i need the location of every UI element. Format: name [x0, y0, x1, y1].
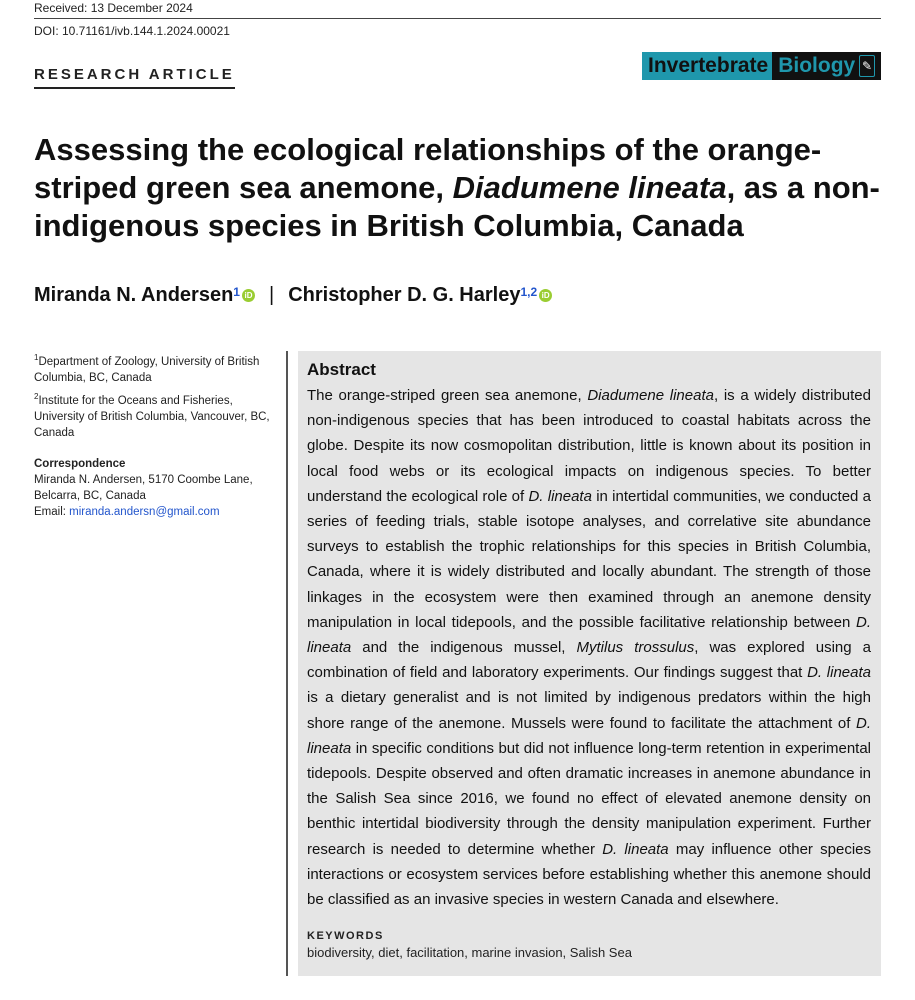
correspondence-line: Miranda N. Andersen, 5170 Coombe Lane,	[34, 474, 253, 486]
article-type: RESEARCH ARTICLE	[34, 66, 235, 89]
keywords-heading: KEYWORDS	[307, 930, 384, 943]
journal-seal-icon: ✎	[859, 55, 875, 77]
abstract-text: The orange-striped green sea anemone, Diadumene lineata, is a widely distributed non-indigenous species that has been introduced to coastal habitats across the globe. Despite its now cosmopolitan distribution, little is known about its position in local food webs or its ecological impacts on indigenous species. To better understand the ecological role of D. lineata in intertidal communities, we conducted a series of feeding trials, stable isotope analyses, and correlative site abundance surveys to establish the trophic relationships for this species in British Columbia, Canada, where it is widely distributed and locally abundant. The strength of those linkages in the ecosystem were then examined through an anemone density manipulation in local tidepools, and the possible facilitative relationship between D. lineata and the indigenous mussel, Mytilus trossulus, was explored using a combination of field and laboratory experiments. Our findings suggest that D. lineata is a dietary generalist and is not limited by indigenous predators within the high shore range of the anemone. Mussels were found to facilitate the attachment of D. lineata in specific conditions but did not influence long-term retention in experimental tidepools. Despite observed and often dramatic increases in anemone abundance in the Salish Sea since 2016, we found no effect of elevated anemone density on benthic intertidal biodiversity through the density manipulation experiment. Further research is needed to determine whether D. lineata may influence other species interactions or ecosystem services before establishing whether this anemone should be classified as an invasive species in western Canada and elsewhere.	[307, 387, 871, 909]
correspondence-line: Belcarra, BC, Canada	[34, 490, 146, 502]
received-date: Received: 13 December 2024	[34, 1, 193, 15]
journal-logo	[642, 52, 881, 80]
affiliation-2: $^2$Institute for the Oceans and Fisheries, University of British Columbia, Vancouver, BC, Canada	[34, 392, 270, 439]
affiliation-1: $^1$Department of Zoology, University of British Columbia, BC, Canada	[34, 353, 260, 384]
author-name: Christopher D. G. Harley	[288, 284, 521, 306]
email-link[interactable]: miranda.andersn@gmail.com	[69, 506, 220, 518]
correspondence: Correspondence Miranda N. Andersen, 5170 Coombe Lane, Belcarra, BC, Canada Email: miranda.andersn@gmail.com	[34, 456, 279, 520]
column-divider	[286, 351, 288, 976]
abstract-box	[298, 351, 881, 976]
keywords-list: biodiversity, diet, facilitation, marine invasion, Salish Sea	[307, 945, 632, 961]
author-separator: |	[268, 284, 275, 306]
journal-logo-part2: Biology	[778, 54, 856, 77]
title-species: Diadumene lineata	[452, 170, 727, 205]
header-rule	[34, 18, 881, 19]
author-name: Miranda N. Andersen	[34, 284, 234, 306]
article-title: Assessing the ecological relationships of the orange-striped green sea anemone, Diadumene lineata, as a non-indigenous species in British Columbia, Canada	[34, 132, 880, 243]
doi[interactable]: DOI: 10.71161/ivb.144.1.2024.00021	[34, 24, 230, 38]
correspondence-heading: Correspondence	[34, 458, 126, 470]
orcid-icon[interactable]: iD	[242, 289, 255, 302]
author-list	[34, 284, 552, 307]
orcid-icon[interactable]: iD	[539, 289, 552, 302]
abstract-heading: Abstract	[307, 360, 376, 379]
author-affil-sup[interactable]: 1	[233, 284, 240, 299]
author-affil-sup[interactable]: 1,2	[520, 284, 538, 299]
journal-logo-part1: Invertebrate	[642, 52, 772, 80]
